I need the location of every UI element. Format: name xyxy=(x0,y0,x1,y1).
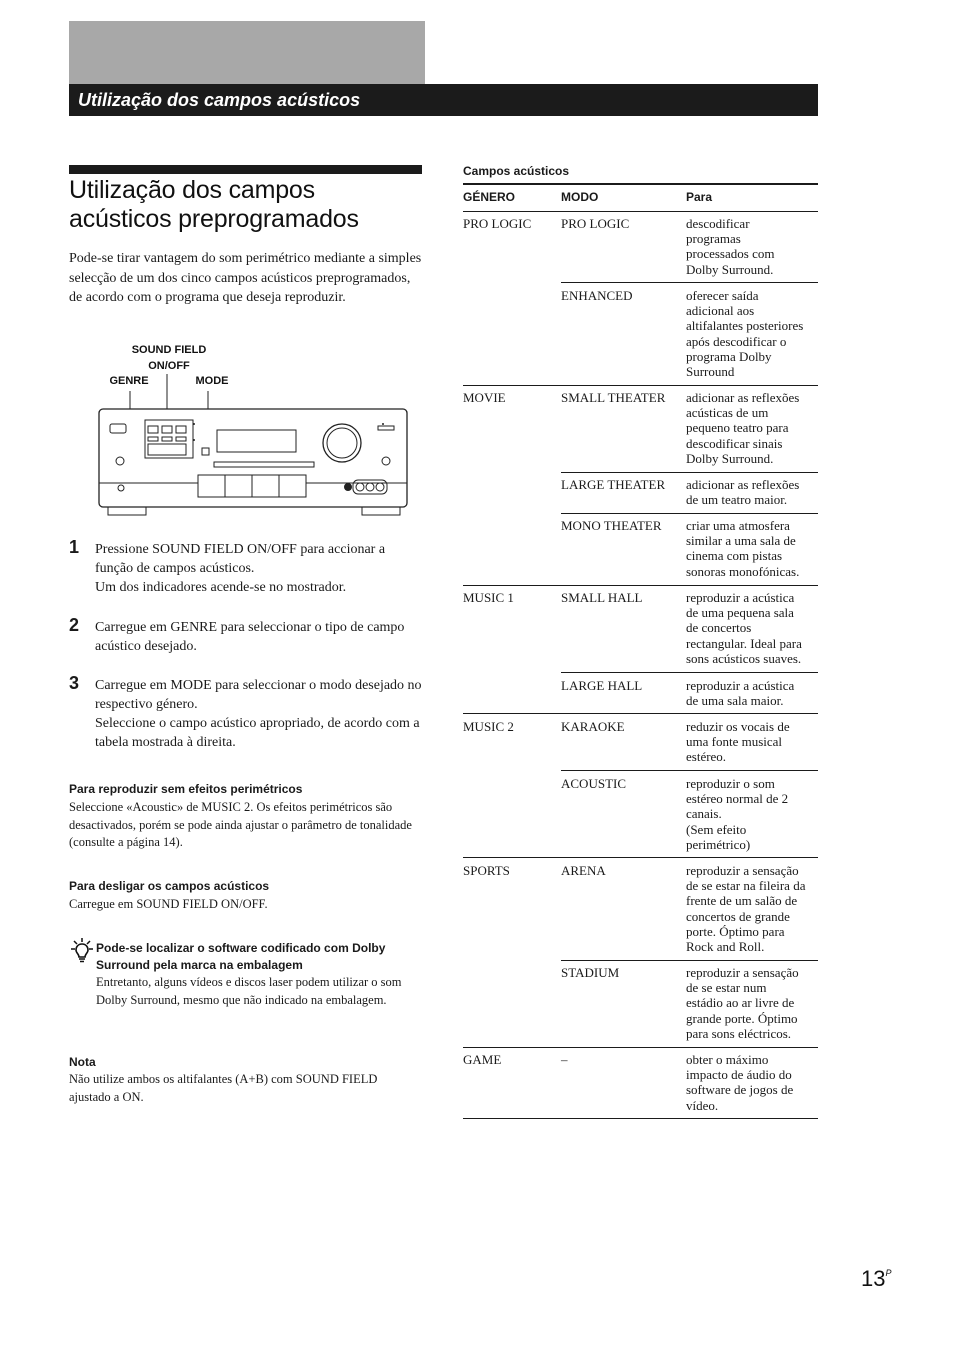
no-effects-body: Seleccione «Acoustic» de MUSIC 2. Os efeitos perimétricos são desactivados, porém se pode ainda ajustar o parâmetro de tonalidade (consulte a página 14). xyxy=(69,800,412,849)
step-2-number: 2 xyxy=(69,615,80,635)
table-cell-purpose-line: reproduzir a acústica xyxy=(686,590,795,605)
table-row-rule xyxy=(561,282,818,283)
step-2-text: Carregue em GENRE para seleccionar o tipo de campo acústico desejado. xyxy=(95,620,405,654)
step-3-text-2: Seleccione o campo acústico apropriado, de acordo com a tabela mostrada à direita. xyxy=(95,716,420,750)
table-cell-genre: SPORTS xyxy=(463,863,510,878)
table-cell-purpose xyxy=(686,678,821,708)
label-sound-field: SOUND FIELD xyxy=(131,344,207,356)
intro-paragraph: Pode-se tirar vantagem do som perimétrico mediante a simples selecção de um dos cinco campos acústicos preprogramados, de acordo com o programa que deseja reproduzir. xyxy=(69,251,422,305)
table-cell-purpose-line: adicionar as reflexões xyxy=(686,477,800,492)
table-cell-purpose xyxy=(686,518,821,579)
table-cell-genre: PRO LOGIC xyxy=(463,216,532,231)
table-cell-purpose-line: adicional aos xyxy=(686,303,755,319)
table-cell-purpose-line: Dolby Surround. xyxy=(686,450,774,466)
step-3-number: 3 xyxy=(69,673,80,693)
section-title: Utilização dos campos acústicos xyxy=(78,90,361,110)
table-cell-purpose-line: de uma sala maior. xyxy=(686,693,784,709)
table-cell-purpose-line: Surround xyxy=(686,364,735,380)
table-row-rule xyxy=(561,672,818,673)
table-cell-mode: LARGE THEATER xyxy=(561,477,666,492)
label-genre: GENRE xyxy=(109,375,149,387)
table-cell-mode: SMALL HALL xyxy=(561,590,643,605)
tip-body: Entretanto, alguns vídeos e discos laser podem utilizar o som Dolby Surround, mesmo que não indicado na embalagem. xyxy=(96,975,402,1007)
table-cell-purpose-line: vídeo. xyxy=(686,1097,719,1113)
table-cell-purpose xyxy=(686,390,821,466)
table-cell-purpose-line: descodificar xyxy=(686,216,750,231)
table-title: Campos acústicos xyxy=(463,164,570,178)
label-mode: MODE xyxy=(195,375,229,387)
table-cell-purpose-line: estádio ao ar livre de xyxy=(686,995,795,1011)
table-cell-purpose-line: grande porte. Óptimo xyxy=(686,1010,798,1026)
table-row-rule xyxy=(463,585,818,586)
page-title xyxy=(69,176,429,234)
page-number xyxy=(861,1266,892,1292)
table-cell-genre: MUSIC 2 xyxy=(463,719,514,734)
table-cell-genre: MUSIC 1 xyxy=(463,590,514,605)
table-cell-mode: SMALL THEATER xyxy=(561,390,666,405)
label-on-off: ON/OFF xyxy=(148,360,190,372)
table-cell-purpose-line: reproduzir a sensação xyxy=(686,863,799,878)
header-gray-block xyxy=(69,21,425,84)
table-cell-mode: MONO THEATER xyxy=(561,518,662,533)
table-cell-mode: – xyxy=(561,1052,568,1067)
table-cell-purpose-line: descodificar sinais xyxy=(686,435,783,451)
table-row-rule xyxy=(463,385,818,386)
page-number-value: 13 xyxy=(861,1266,886,1291)
table-cell-purpose-line: processados com xyxy=(686,246,775,262)
table-row-rule xyxy=(561,960,818,961)
table-cell-genre: GAME xyxy=(463,1052,502,1067)
table-cell-mode: ENHANCED xyxy=(561,288,633,303)
table-row-rule xyxy=(561,770,818,771)
table-cell-purpose xyxy=(686,776,821,852)
section-header-bar xyxy=(69,84,818,116)
table-cell-purpose-line: para sons eléctricos. xyxy=(686,1025,792,1041)
table-cell-mode: ACOUSTIC xyxy=(561,776,627,791)
table-cell-purpose-line: estéreo normal de 2 xyxy=(686,791,789,807)
table-cell-purpose-line: reproduzir o som xyxy=(686,776,775,791)
table-cell-purpose-line: obter o máximo xyxy=(686,1052,769,1067)
table-row-rule xyxy=(463,1118,818,1119)
turn-off-body: Carregue em SOUND FIELD ON/OFF. xyxy=(69,897,268,911)
table-row-rule xyxy=(463,1047,818,1048)
table-cell-purpose-line: Rock and Roll. xyxy=(686,939,765,955)
table-row-rule xyxy=(463,713,818,714)
table-cell-purpose-line: sonoras monofónicas. xyxy=(686,563,800,579)
table-cell-purpose-line: programa Dolby xyxy=(686,348,772,364)
step-3-text: Carregue em MODE para seleccionar o modo desejado no respectivo género. xyxy=(95,678,422,712)
table-cell-purpose-line: Dolby Surround. xyxy=(686,261,774,277)
table-cell-purpose xyxy=(686,1052,821,1113)
table-cell-purpose-line: concertos de grande xyxy=(686,908,790,924)
table-header-rule xyxy=(463,211,818,212)
table-cell-purpose-line: similar a uma sala de xyxy=(686,533,796,549)
page-title-line-1: Utilização dos campos xyxy=(69,176,315,204)
table-cell-purpose-line: reproduzir a acústica xyxy=(686,678,795,693)
table-cell-purpose-line: impacto de áudio do xyxy=(686,1067,792,1083)
table-cell-purpose-line: pequeno teatro para xyxy=(686,420,789,436)
table-cell-purpose-line: uma fonte musical xyxy=(686,734,783,750)
table-cell-purpose xyxy=(686,477,821,507)
table-cell-purpose-line: reproduzir a sensação xyxy=(686,965,799,980)
table-cell-mode: STADIUM xyxy=(561,965,620,980)
table-cell-purpose-line: de se estar num xyxy=(686,980,767,996)
table-cell-purpose-line: adicionar as reflexões xyxy=(686,390,800,405)
table-cell-purpose-line: porte. Óptimo para xyxy=(686,923,785,939)
table-row-rule xyxy=(561,513,818,514)
table-cell-genre: MOVIE xyxy=(463,390,506,405)
table-cell-purpose xyxy=(686,216,821,277)
table-cell-purpose xyxy=(686,965,821,1041)
table-cell-purpose-line: frente de um salão de xyxy=(686,893,798,909)
table-header-mode: MODO xyxy=(561,190,599,204)
table-cell-purpose-line: acústicas de um xyxy=(686,405,769,421)
lightbulb-icon xyxy=(71,938,93,964)
table-cell-purpose-line: após descodificar o xyxy=(686,333,787,349)
table-top-rule xyxy=(463,183,818,185)
table-cell-purpose xyxy=(686,863,821,954)
table-cell-purpose-line: canais. xyxy=(686,806,722,822)
turn-off-heading: Para desligar os campos acústicos xyxy=(69,879,270,893)
table-cell-purpose-line: de concertos xyxy=(686,620,752,636)
table-cell-purpose xyxy=(686,590,821,666)
page-number-suffix: P xyxy=(885,1268,892,1278)
table-cell-purpose-line: sons acústicos suaves. xyxy=(686,650,802,666)
table-cell-purpose-line: cinema com pistas xyxy=(686,548,783,564)
table-cell-purpose-line: software de jogos de xyxy=(686,1082,794,1098)
note-body: Não utilize ambos os altifalantes (A+B) com SOUND FIELD ajustado a ON. xyxy=(69,1072,378,1104)
note-heading: Nota xyxy=(69,1055,96,1069)
table-header-genre: GÉNERO xyxy=(463,190,516,204)
table-cell-purpose-line: criar uma atmosfera xyxy=(686,518,790,533)
table-cell-purpose-line: de uma pequena sala xyxy=(686,605,794,621)
table-cell-purpose-line: de um teatro maior. xyxy=(686,492,788,508)
step-1-number: 1 xyxy=(69,537,80,557)
table-header-purpose: Para xyxy=(686,190,713,204)
step-1-text: Pressione SOUND FIELD ON/OFF para accionar a função de campos acústicos. xyxy=(95,542,386,576)
table-cell-purpose xyxy=(686,719,821,765)
receiver-diagram xyxy=(90,340,420,525)
table-cell-purpose-line: estéreo. xyxy=(686,749,727,765)
table-cell-purpose-line: perimétrico) xyxy=(686,836,751,852)
table-row-rule xyxy=(463,857,818,858)
tip-heading: Pode-se localizar o software codificado com Dolby Surround pela marca na embalagem xyxy=(96,941,386,972)
table-cell-purpose xyxy=(686,288,821,379)
table-cell-mode: KARAOKE xyxy=(561,719,625,734)
receiver-front-panel-icon xyxy=(90,340,420,525)
page-title-line-2: acústicos preprogramados xyxy=(69,205,359,233)
table-cell-purpose-line: (Sem efeito xyxy=(686,821,747,837)
table-cell-mode: ARENA xyxy=(561,863,606,878)
table-cell-purpose-line: reduzir os vocais de xyxy=(686,719,790,734)
table-cell-purpose-line: altifalantes posteriores xyxy=(686,318,804,334)
no-effects-heading: Para reproduzir sem efeitos perimétricos xyxy=(69,782,303,796)
table-cell-mode: LARGE HALL xyxy=(561,678,643,693)
table-cell-purpose-line: oferecer saída xyxy=(686,288,759,303)
table-cell-purpose-line: programas xyxy=(686,231,741,247)
table-cell-purpose-line: de se estar na fileira da xyxy=(686,878,806,894)
table-cell-purpose-line: rectangular. Ideal para xyxy=(686,635,802,651)
title-rule xyxy=(69,165,422,174)
table-row-rule xyxy=(561,472,818,473)
step-1-text-2: Um dos indicadores acende-se no mostrador. xyxy=(95,580,347,595)
table-cell-mode: PRO LOGIC xyxy=(561,216,630,231)
